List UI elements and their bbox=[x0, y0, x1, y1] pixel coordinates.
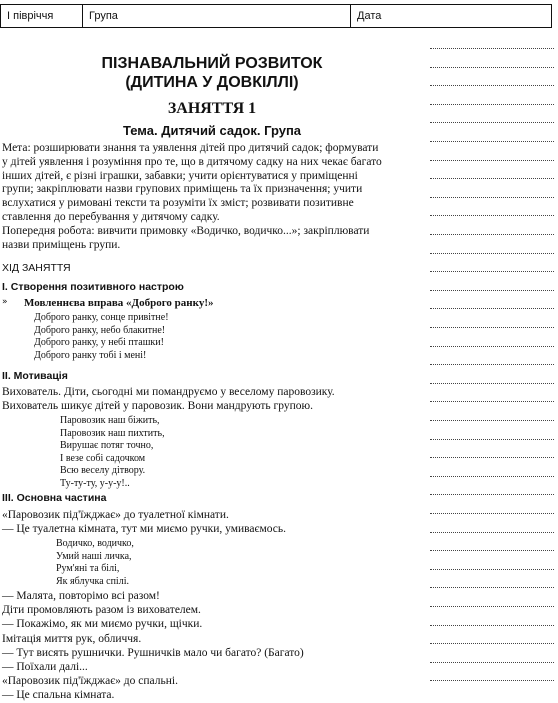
note-line bbox=[430, 439, 554, 440]
header-group: Група bbox=[83, 5, 351, 27]
note-line bbox=[430, 271, 554, 272]
note-line bbox=[430, 569, 554, 570]
note-line bbox=[430, 662, 554, 663]
note-line bbox=[430, 513, 554, 514]
note-line bbox=[430, 122, 554, 123]
poem-line: Рум'яні та білі, bbox=[56, 563, 120, 575]
note-line bbox=[430, 253, 554, 254]
goal-line: Мета: розширювати знання та уявлення дітей про дитячий садок; формувати bbox=[2, 142, 379, 154]
note-line bbox=[430, 383, 554, 384]
marker-arrow-icon: » bbox=[2, 297, 8, 307]
note-line bbox=[430, 197, 554, 198]
poem-line: Всю веселу дітвору. bbox=[60, 465, 146, 477]
section2-poem bbox=[60, 415, 165, 491]
goal-line: вслухатися у римовані тексти та розуміти їх зміст; розвивати позитивне bbox=[2, 197, 354, 210]
note-line bbox=[430, 346, 554, 347]
note-line bbox=[430, 48, 554, 49]
poem-line: Водичко, водичко, bbox=[56, 538, 134, 549]
lesson-number: ЗАНЯТТЯ 1 bbox=[167, 100, 257, 117]
lesson-topic: Тема. Дитячий садок. Група bbox=[122, 123, 302, 138]
section3-poem bbox=[56, 538, 134, 588]
note-line bbox=[430, 476, 554, 477]
section1-poem bbox=[34, 312, 169, 362]
note-line bbox=[430, 625, 554, 626]
poem-line: Доброго ранку тобі і мені! bbox=[34, 349, 147, 361]
section-title-line2: (ДИТИНА У ДОВКІЛЛІ) bbox=[125, 74, 299, 91]
prep-line: назви приміщень групи. bbox=[2, 238, 121, 251]
lesson-goal bbox=[2, 142, 422, 252]
note-line bbox=[430, 587, 554, 588]
note-line bbox=[430, 457, 554, 458]
note-line bbox=[430, 104, 554, 105]
section2-line2: Вихователь шикує дітей у паровозик. Вони мандрують групою. bbox=[2, 400, 313, 412]
section3-line: — Малята, повторімо всі разом! bbox=[2, 590, 160, 602]
poem-line: Умий наші личка, bbox=[56, 550, 132, 562]
note-line bbox=[430, 85, 554, 86]
poem-line: Як яблучка спілі. bbox=[56, 575, 129, 587]
goal-line: у дітей уявлення і розуміння про те, що в дитячому садку на них чекає багато bbox=[2, 155, 382, 168]
poem-line: Доброго ранку, у небі пташки! bbox=[34, 337, 164, 349]
section3-line: — Тут висять рушнички. Рушничків мало чи багато? (Багато) bbox=[2, 646, 304, 659]
note-line bbox=[430, 680, 554, 681]
section3-dialogue bbox=[2, 589, 422, 703]
notes-column bbox=[430, 40, 554, 700]
note-line bbox=[430, 160, 554, 161]
note-line bbox=[430, 327, 554, 328]
section3-line: Імітація миття рук, обличчя. bbox=[2, 632, 142, 645]
section3-line: — Поїхали далі... bbox=[2, 661, 88, 674]
note-line bbox=[430, 141, 554, 142]
section-title-line1: ПІЗНАВАЛЬНИЙ РОЗВИТОК bbox=[101, 55, 323, 72]
note-line bbox=[430, 364, 554, 365]
section1-heading: І. Створення позитивного настрою bbox=[2, 281, 184, 293]
poem-line: Паровозик наш біжить, bbox=[60, 415, 160, 426]
note-line bbox=[430, 234, 554, 235]
goal-line: групи; закріплювати назви групових приміщень та їх призначення; учити bbox=[2, 183, 363, 196]
note-line bbox=[430, 215, 554, 216]
section3-line: — Це туалетна кімната, тут ми миємо ручки, умиваємось. bbox=[2, 523, 286, 535]
section3-line: — Покажімо, як ми миємо ручки, щічки. bbox=[2, 618, 203, 631]
section3-line: Діти промовляють разом із вихователем. bbox=[2, 604, 201, 617]
section1-exercise: Мовленнєва вправа «Доброго ранку!» bbox=[24, 297, 214, 309]
section3-line: «Паровозик під'їжджає» до туалетної кімнати. bbox=[2, 509, 229, 521]
course-heading: ХІД ЗАНЯТТЯ bbox=[2, 262, 71, 274]
goal-line: інших дітей, є різні іграшки, забавки; учити орієнтуватися у приміщенні bbox=[2, 169, 358, 182]
note-line bbox=[430, 494, 554, 495]
poem-line: Вирушає потяг точно, bbox=[60, 440, 154, 452]
note-line bbox=[430, 290, 554, 291]
header-semester: І півріччя bbox=[1, 5, 83, 27]
note-line bbox=[430, 550, 554, 551]
poem-line: І везе собі садочком bbox=[60, 452, 146, 464]
note-line bbox=[430, 401, 554, 402]
prep-line: Попередня робота: вивчити примовку «Водичко, водичко...»; закріплювати bbox=[2, 224, 370, 237]
header-table bbox=[0, 4, 552, 28]
note-line bbox=[430, 606, 554, 607]
section3-heading: ІІІ. Основна частина bbox=[2, 492, 107, 504]
poem-line: Доброго ранку, сонце привітне! bbox=[34, 312, 169, 323]
section3-line: — Це спальна кімната. bbox=[2, 689, 115, 702]
note-line bbox=[430, 420, 554, 421]
section2-heading: ІІ. Мотивація bbox=[2, 370, 68, 382]
note-line bbox=[430, 643, 554, 644]
poem-line: Паровозик наш пихтить, bbox=[60, 427, 165, 439]
note-line bbox=[430, 532, 554, 533]
goal-line: ставлення до перебування у дитячому садку. bbox=[2, 210, 220, 223]
poem-line: Доброго ранку, небо блакитне! bbox=[34, 324, 166, 336]
header-date: Дата bbox=[357, 10, 382, 22]
section3-line: «Паровозик під'їжджає» до спальні. bbox=[2, 675, 178, 688]
poem-line: Ту-ту-ту, у-у-у!.. bbox=[60, 477, 130, 489]
note-line bbox=[430, 67, 554, 68]
section2-line1: Вихователь. Діти, сьогодні ми помандруємо у веселому паровозику. bbox=[2, 386, 335, 398]
note-line bbox=[430, 178, 554, 179]
note-line bbox=[430, 308, 554, 309]
